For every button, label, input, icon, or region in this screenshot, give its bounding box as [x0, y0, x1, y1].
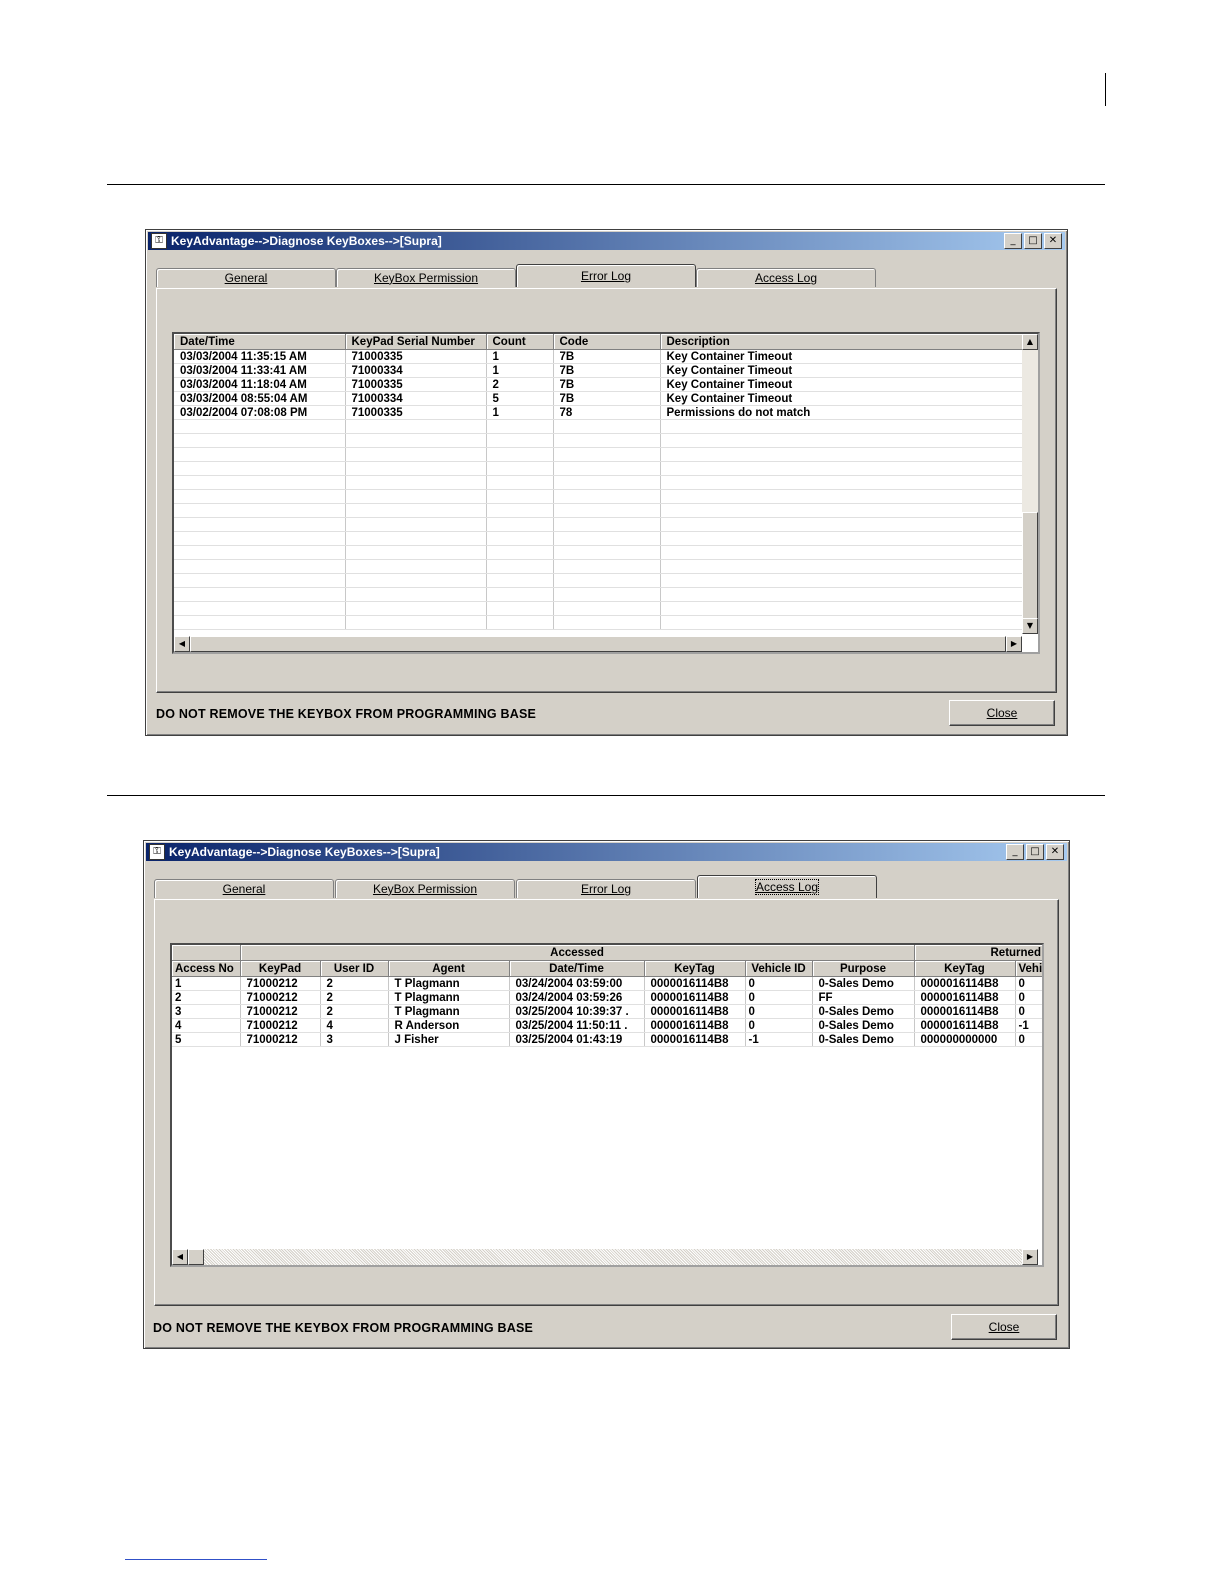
table-cell	[660, 476, 1026, 490]
table-cell: 03/03/2004 08:55:04 AM	[174, 392, 345, 406]
table-cell	[486, 434, 553, 448]
table-row[interactable]	[172, 1019, 1044, 1033]
table-cell	[486, 588, 553, 602]
table-row[interactable]	[174, 616, 1026, 630]
tab-general[interactable]: General	[156, 268, 336, 287]
column-header-datetime[interactable]: Date/Time	[509, 961, 644, 977]
table-cell: Key Container Timeout	[660, 378, 1026, 392]
table-row[interactable]	[174, 434, 1026, 448]
table-cell	[174, 574, 345, 588]
table-row[interactable]	[174, 420, 1026, 434]
table-cell: 71000212	[240, 977, 320, 991]
table-cell: -1	[745, 1033, 812, 1047]
table-cell	[553, 504, 660, 518]
table-cell	[345, 518, 486, 532]
table-cell	[345, 574, 486, 588]
table-cell: 5	[486, 392, 553, 406]
table-cell: 71000334	[345, 392, 486, 406]
table-cell	[345, 448, 486, 462]
table-cell: 7B	[553, 350, 660, 364]
table-cell: 1	[486, 364, 553, 378]
table-cell: 71000212	[240, 1033, 320, 1047]
table-cell: 03/03/2004 11:18:04 AM	[174, 378, 345, 392]
tab-access-log[interactable]: Access Log	[697, 875, 877, 898]
table-cell	[553, 546, 660, 560]
table-cell	[553, 574, 660, 588]
table-cell: 2	[486, 378, 553, 392]
table-cell	[486, 462, 553, 476]
table-cell	[660, 490, 1026, 504]
table-row[interactable]	[172, 977, 1044, 991]
table-cell	[553, 462, 660, 476]
table-cell: R Anderson	[388, 1019, 509, 1033]
table-row[interactable]	[174, 560, 1026, 574]
maximize-button[interactable]: □	[1026, 844, 1044, 860]
table-cell	[660, 434, 1026, 448]
error-log-window	[145, 229, 1068, 736]
table-cell	[174, 588, 345, 602]
horizontal-scrollbar[interactable]	[174, 636, 1022, 652]
table-cell: 0-Sales Demo	[812, 977, 914, 991]
table-cell: Key Container Timeout	[660, 364, 1026, 378]
column-header-user-id[interactable]: User ID	[320, 961, 388, 977]
table-row[interactable]	[172, 1005, 1044, 1019]
table-cell: T Plagmann	[388, 1005, 509, 1019]
table-cell: 0000016114B8	[914, 977, 1015, 991]
table-cell	[345, 532, 486, 546]
table-cell	[486, 504, 553, 518]
table-cell	[486, 532, 553, 546]
column-header-keytag[interactable]: KeyTag	[644, 961, 745, 977]
table-cell: 0000016114B8	[644, 977, 745, 991]
table-cell: 1	[172, 977, 240, 991]
table-cell	[553, 560, 660, 574]
column-header-description[interactable]: Description	[660, 334, 1026, 350]
table-cell: T Plagmann	[388, 977, 509, 991]
table-cell: 7B	[553, 364, 660, 378]
table-row[interactable]	[174, 448, 1026, 462]
title-bar[interactable]	[148, 232, 1065, 250]
table-cell: 3	[172, 1005, 240, 1019]
table-row[interactable]	[174, 546, 1026, 560]
column-header-returned-keytag[interactable]: KeyTag	[914, 961, 1015, 977]
table-cell: 2	[172, 991, 240, 1005]
table-cell	[553, 602, 660, 616]
table-cell: 0-Sales Demo	[812, 1033, 914, 1047]
table-cell	[486, 602, 553, 616]
table-cell	[345, 504, 486, 518]
table-cell	[660, 448, 1026, 462]
table-row[interactable]	[174, 476, 1026, 490]
table-row[interactable]	[174, 532, 1026, 546]
table-row[interactable]	[174, 518, 1026, 532]
table-row[interactable]	[172, 991, 1044, 1005]
table-cell: 71000335	[345, 350, 486, 364]
table-cell: Permissions do not match	[660, 406, 1026, 420]
error-log-table[interactable]	[172, 332, 1040, 654]
table-cell	[345, 434, 486, 448]
table-cell: 0	[745, 1005, 812, 1019]
table-cell: J Fisher	[388, 1033, 509, 1047]
table-cell: 71000334	[345, 364, 486, 378]
column-header-count[interactable]: Count	[486, 334, 553, 350]
table-cell	[345, 462, 486, 476]
table-cell	[174, 504, 345, 518]
access-log-table[interactable]	[170, 943, 1044, 1267]
close-button[interactable]: Close	[949, 700, 1055, 726]
scroll-down-icon[interactable]: ▼	[1022, 618, 1038, 634]
table-cell: 03/25/2004 11:50:11 .	[509, 1019, 644, 1033]
table-cell	[660, 616, 1026, 630]
table-cell: 7B	[553, 378, 660, 392]
table-cell: 0000016114B8	[644, 1019, 745, 1033]
tab-general[interactable]: General	[154, 879, 334, 898]
table-cell	[660, 546, 1026, 560]
table-cell	[486, 546, 553, 560]
table-row[interactable]	[174, 406, 1026, 420]
title-bar[interactable]	[146, 843, 1067, 861]
section-rule-top	[107, 184, 1105, 185]
table-cell: 03/25/2004 10:39:37 .	[509, 1005, 644, 1019]
table-cell	[486, 574, 553, 588]
table-cell	[553, 616, 660, 630]
table-cell	[174, 490, 345, 504]
table-cell	[486, 518, 553, 532]
table-cell: 71000212	[240, 991, 320, 1005]
table-cell	[553, 420, 660, 434]
table-cell	[174, 616, 345, 630]
vertical-scrollbar[interactable]	[1022, 334, 1038, 634]
tab-strip	[154, 875, 874, 895]
close-window-button[interactable]: ✕	[1044, 233, 1062, 249]
app-icon: ⚿	[151, 233, 167, 249]
table-cell: 4	[172, 1019, 240, 1033]
table-cell: 1	[486, 350, 553, 364]
table-cell: 71000212	[240, 1019, 320, 1033]
table-cell: 71000212	[240, 1005, 320, 1019]
column-header-code[interactable]: Code	[553, 334, 660, 350]
table-cell	[174, 518, 345, 532]
table-cell: FF	[812, 991, 914, 1005]
window-title: KeyAdvantage-->Diagnose KeyBoxes-->[Supra]	[171, 234, 442, 248]
hscroll-thumb[interactable]	[188, 1249, 204, 1265]
table-cell: 0000016114B8	[914, 991, 1015, 1005]
scroll-left-icon[interactable]: ◀	[174, 636, 190, 652]
table-cell	[345, 490, 486, 504]
margin-mark	[1105, 73, 1106, 106]
table-cell: 2	[320, 977, 388, 991]
table-cell	[174, 602, 345, 616]
table-cell	[553, 434, 660, 448]
table-cell: 78	[553, 406, 660, 420]
table-cell	[486, 560, 553, 574]
tab-strip	[156, 264, 876, 284]
table-cell	[553, 476, 660, 490]
table-cell: 1	[486, 406, 553, 420]
horizontal-scrollbar[interactable]	[172, 1249, 1038, 1265]
scroll-right-icon[interactable]: ▶	[1006, 636, 1022, 652]
table-cell	[486, 476, 553, 490]
table-cell: 0-Sales Demo	[812, 1005, 914, 1019]
table-cell: 03/24/2004 03:59:26	[509, 991, 644, 1005]
table-row[interactable]	[174, 602, 1026, 616]
group-header-accessed: Accessed	[240, 945, 914, 961]
column-header-access-no[interactable]: Access No	[172, 961, 240, 977]
table-cell	[174, 532, 345, 546]
table-cell: 0000016114B8	[914, 1005, 1015, 1019]
table-cell	[174, 546, 345, 560]
tab-keybox-permission[interactable]: KeyBox Permission	[336, 268, 516, 287]
table-cell	[345, 560, 486, 574]
table-row[interactable]	[174, 588, 1026, 602]
table-cell	[553, 532, 660, 546]
tab-error-log[interactable]: Error Log	[516, 264, 696, 287]
table-cell: 2	[320, 991, 388, 1005]
minimize-button[interactable]: _	[1006, 844, 1024, 860]
table-cell	[660, 518, 1026, 532]
table-cell	[660, 420, 1026, 434]
table-cell	[174, 420, 345, 434]
close-button[interactable]: Close	[951, 1314, 1057, 1340]
table-cell	[486, 420, 553, 434]
table-cell	[553, 588, 660, 602]
table-cell	[660, 462, 1026, 476]
table-cell	[345, 588, 486, 602]
table-cell: 03/03/2004 11:33:41 AM	[174, 364, 345, 378]
status-message: DO NOT REMOVE THE KEYBOX FROM PROGRAMMING BASE	[156, 707, 537, 721]
table-cell: 0	[745, 977, 812, 991]
app-icon: ⚿	[149, 844, 165, 860]
table-cell	[553, 490, 660, 504]
table-cell: 0000016114B8	[644, 1005, 745, 1019]
table-cell	[174, 462, 345, 476]
column-header-purpose[interactable]: Purpose	[812, 961, 914, 977]
table-cell: Key Container Timeout	[660, 350, 1026, 364]
status-message: DO NOT REMOVE THE KEYBOX FROM PROGRAMMING BASE	[153, 1321, 534, 1335]
scroll-right-icon[interactable]: ▶	[1022, 1249, 1038, 1265]
column-header-keypad[interactable]: KeyPad	[240, 961, 320, 977]
table-row[interactable]	[174, 462, 1026, 476]
group-header-returned: Returned	[914, 945, 1044, 961]
table-cell	[660, 560, 1026, 574]
column-header-serial[interactable]: KeyPad Serial Number	[345, 334, 486, 350]
table-cell: 03/25/2004 01:43:19	[509, 1033, 644, 1047]
table-cell	[660, 532, 1026, 546]
scroll-thumb[interactable]	[1022, 512, 1038, 620]
table-row[interactable]	[174, 364, 1026, 378]
table-cell: 4	[320, 1019, 388, 1033]
table-cell: 000000000000	[914, 1033, 1015, 1047]
table-cell: 0	[1015, 991, 1044, 1005]
table-cell: 0	[1015, 977, 1044, 991]
table-cell	[345, 602, 486, 616]
table-row[interactable]	[174, 350, 1026, 364]
table-row[interactable]	[172, 1033, 1044, 1047]
table-cell	[174, 560, 345, 574]
table-cell	[345, 476, 486, 490]
table-cell	[660, 588, 1026, 602]
tab-keybox-permission[interactable]: KeyBox Permission	[335, 879, 515, 898]
table-cell: 71000335	[345, 378, 486, 392]
table-row[interactable]	[174, 490, 1026, 504]
section-rule-middle	[107, 795, 1105, 796]
scroll-left-icon[interactable]: ◀	[172, 1249, 188, 1265]
table-row[interactable]	[174, 392, 1026, 406]
column-header-returned-vehicle[interactable]: Vehi	[1015, 961, 1044, 977]
table-cell: 0-Sales Demo	[812, 1019, 914, 1033]
table-cell	[660, 602, 1026, 616]
maximize-button[interactable]: □	[1024, 233, 1042, 249]
table-cell	[486, 490, 553, 504]
table-cell	[174, 448, 345, 462]
table-cell: 0000016114B8	[644, 991, 745, 1005]
table-cell	[174, 476, 345, 490]
table-cell: 03/02/2004 07:08:08 PM	[174, 406, 345, 420]
table-cell	[486, 448, 553, 462]
table-cell: 03/24/2004 03:59:00	[509, 977, 644, 991]
table-cell: 5	[172, 1033, 240, 1047]
tab-panel	[154, 899, 1059, 1306]
table-cell: T Plagmann	[388, 991, 509, 1005]
column-header-datetime[interactable]: Date/Time	[174, 334, 345, 350]
table-cell	[174, 434, 345, 448]
table-cell	[345, 616, 486, 630]
group-header-blank	[172, 945, 240, 961]
table-row[interactable]	[174, 378, 1026, 392]
table-cell	[660, 574, 1026, 588]
tab-panel	[156, 288, 1057, 693]
tab-access-log[interactable]: Access Log	[696, 268, 876, 287]
minimize-button[interactable]: _	[1004, 233, 1022, 249]
table-row[interactable]	[174, 574, 1026, 588]
table-cell: 03/03/2004 11:35:15 AM	[174, 350, 345, 364]
window-title: KeyAdvantage-->Diagnose KeyBoxes-->[Supra]	[169, 845, 440, 859]
table-row[interactable]	[174, 504, 1026, 518]
tab-error-log[interactable]: Error Log	[516, 879, 696, 898]
scroll-up-icon[interactable]: ▲	[1022, 334, 1038, 350]
table-cell	[486, 616, 553, 630]
table-cell	[345, 546, 486, 560]
table-cell: 0000016114B8	[644, 1033, 745, 1047]
access-log-window	[143, 840, 1070, 1349]
column-header-vehicle-id[interactable]: Vehicle ID	[745, 961, 812, 977]
table-cell	[553, 448, 660, 462]
table-cell: 0	[1015, 1033, 1044, 1047]
footer-rule	[125, 1559, 267, 1560]
table-cell: 0000016114B8	[914, 1019, 1015, 1033]
table-cell: 0	[745, 1019, 812, 1033]
hscroll-thumb[interactable]	[190, 636, 1006, 652]
table-cell: 3	[320, 1033, 388, 1047]
table-cell	[660, 504, 1026, 518]
table-cell: Key Container Timeout	[660, 392, 1026, 406]
close-window-button[interactable]: ✕	[1046, 844, 1064, 860]
table-cell: 71000335	[345, 406, 486, 420]
table-cell	[345, 420, 486, 434]
table-cell: 0	[1015, 1005, 1044, 1019]
table-cell	[553, 518, 660, 532]
column-header-agent[interactable]: Agent	[388, 961, 509, 977]
table-cell: 0	[745, 991, 812, 1005]
table-cell: -1	[1015, 1019, 1044, 1033]
table-cell: 2	[320, 1005, 388, 1019]
table-cell: 7B	[553, 392, 660, 406]
